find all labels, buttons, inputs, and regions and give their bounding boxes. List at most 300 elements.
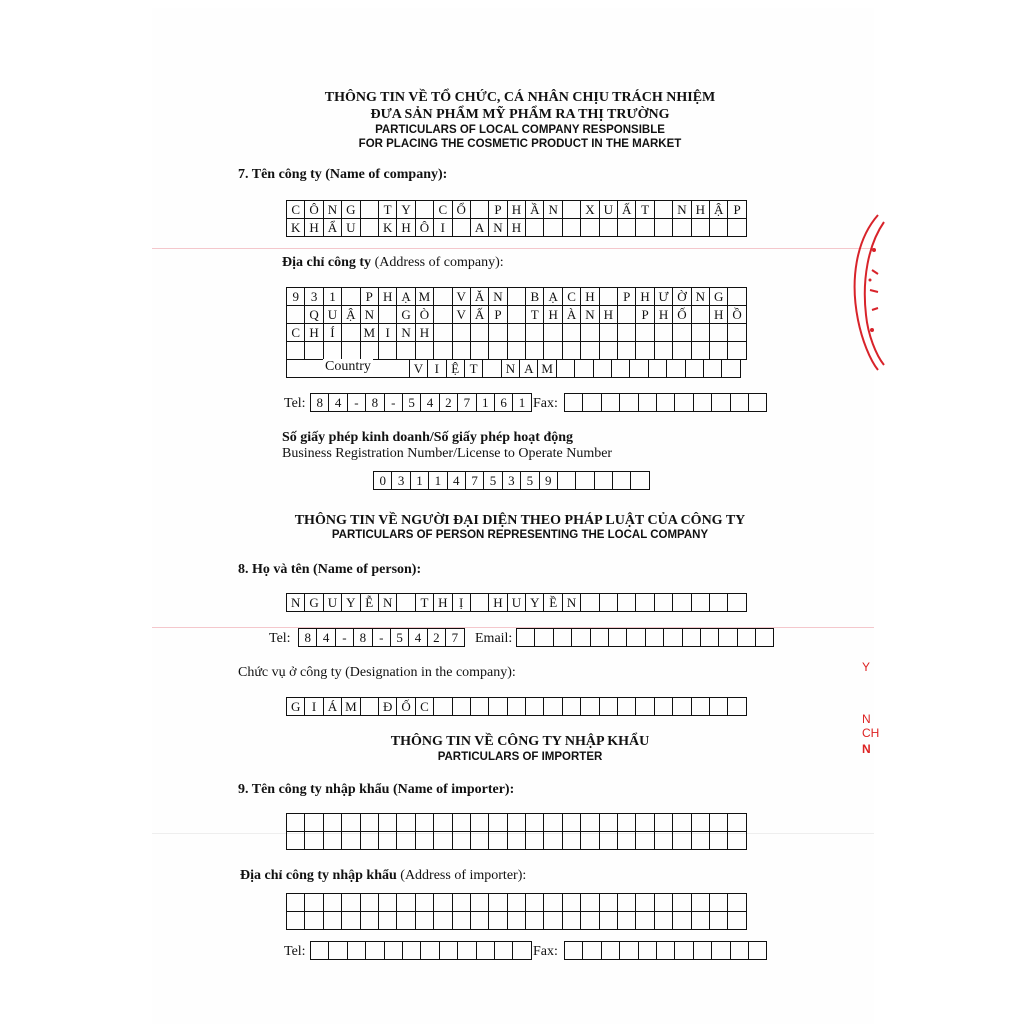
char-box[interactable]: K xyxy=(287,219,305,237)
char-box[interactable] xyxy=(655,832,673,850)
char-box[interactable] xyxy=(453,832,471,850)
char-box[interactable]: N xyxy=(379,594,397,612)
char-box[interactable]: T xyxy=(465,360,483,378)
char-box[interactable] xyxy=(508,894,526,912)
char-box[interactable] xyxy=(453,219,471,237)
char-box[interactable] xyxy=(600,832,618,850)
char-box[interactable] xyxy=(692,342,710,360)
char-box[interactable]: 8 xyxy=(299,629,317,647)
char-box[interactable]: 4 xyxy=(448,472,466,490)
char-box[interactable] xyxy=(361,219,379,237)
char-box[interactable]: Ậ xyxy=(710,201,728,219)
char-box[interactable] xyxy=(565,394,583,412)
char-box[interactable]: 1 xyxy=(477,394,495,412)
char-box[interactable] xyxy=(416,912,434,930)
char-box[interactable]: Ễ xyxy=(361,594,379,612)
char-box[interactable]: N xyxy=(673,201,691,219)
char-box[interactable] xyxy=(749,942,767,960)
char-box[interactable]: Á xyxy=(324,698,342,716)
char-box[interactable] xyxy=(636,594,654,612)
char-box[interactable] xyxy=(728,219,746,237)
char-box[interactable] xyxy=(311,942,329,960)
char-box[interactable]: - xyxy=(336,629,354,647)
char-box[interactable] xyxy=(731,394,749,412)
char-box[interactable] xyxy=(600,894,618,912)
char-box[interactable] xyxy=(495,942,513,960)
char-box[interactable] xyxy=(581,324,599,342)
char-box[interactable] xyxy=(477,942,495,960)
char-box[interactable]: M xyxy=(416,288,434,306)
char-box[interactable]: H xyxy=(581,288,599,306)
char-box[interactable] xyxy=(489,832,507,850)
char-box[interactable] xyxy=(513,942,531,960)
char-box[interactable] xyxy=(673,219,691,237)
char-box[interactable] xyxy=(655,201,673,219)
person-tel-field[interactable] xyxy=(298,628,465,647)
char-box[interactable] xyxy=(675,942,693,960)
char-box[interactable]: V xyxy=(410,360,428,378)
char-box[interactable]: U xyxy=(342,219,360,237)
char-box[interactable]: H xyxy=(305,324,323,342)
char-box[interactable] xyxy=(712,942,730,960)
char-box[interactable] xyxy=(581,832,599,850)
char-box[interactable]: Ạ xyxy=(397,288,415,306)
char-box[interactable]: Ị xyxy=(453,594,471,612)
char-box[interactable] xyxy=(618,814,636,832)
char-box[interactable] xyxy=(655,594,673,612)
char-box[interactable] xyxy=(453,894,471,912)
char-box[interactable] xyxy=(710,894,728,912)
char-box[interactable] xyxy=(526,342,544,360)
char-box[interactable]: 3 xyxy=(392,472,410,490)
char-box[interactable]: Ẩ xyxy=(324,219,342,237)
char-box[interactable] xyxy=(728,912,746,930)
char-box[interactable]: 9 xyxy=(287,288,305,306)
char-box[interactable]: P xyxy=(728,201,746,219)
char-box[interactable] xyxy=(563,324,581,342)
char-box[interactable] xyxy=(287,814,305,832)
char-box[interactable] xyxy=(489,814,507,832)
char-box[interactable] xyxy=(483,360,501,378)
person-email-field[interactable] xyxy=(516,628,774,647)
char-box[interactable] xyxy=(508,324,526,342)
char-box[interactable]: 3 xyxy=(305,288,323,306)
char-box[interactable] xyxy=(434,324,452,342)
char-box[interactable] xyxy=(471,342,489,360)
char-box[interactable] xyxy=(704,360,722,378)
char-box[interactable]: G xyxy=(342,201,360,219)
char-box[interactable] xyxy=(636,832,654,850)
char-box[interactable] xyxy=(453,814,471,832)
char-box[interactable] xyxy=(471,894,489,912)
char-box[interactable] xyxy=(557,360,575,378)
char-box[interactable]: Ư xyxy=(655,288,673,306)
char-box[interactable]: Ạ xyxy=(544,288,562,306)
char-box[interactable] xyxy=(618,306,636,324)
char-box[interactable] xyxy=(600,219,618,237)
char-box[interactable]: N xyxy=(563,594,581,612)
char-box[interactable] xyxy=(544,324,562,342)
char-box[interactable]: P xyxy=(636,306,654,324)
char-box[interactable]: P xyxy=(361,288,379,306)
char-box[interactable] xyxy=(639,942,657,960)
char-box[interactable]: 1 xyxy=(411,472,429,490)
char-box[interactable] xyxy=(655,894,673,912)
char-box[interactable] xyxy=(683,629,701,647)
char-box[interactable]: H xyxy=(655,306,673,324)
char-box[interactable] xyxy=(526,894,544,912)
char-box[interactable] xyxy=(489,894,507,912)
char-box[interactable]: - xyxy=(348,394,366,412)
char-box[interactable] xyxy=(324,342,342,360)
char-box[interactable] xyxy=(618,594,636,612)
char-box[interactable]: Ô xyxy=(416,219,434,237)
char-box[interactable]: N xyxy=(544,201,562,219)
char-box[interactable] xyxy=(361,201,379,219)
char-box[interactable]: U xyxy=(324,594,342,612)
char-box[interactable] xyxy=(655,698,673,716)
char-box[interactable] xyxy=(453,324,471,342)
char-box[interactable] xyxy=(673,594,691,612)
char-box[interactable]: N xyxy=(581,306,599,324)
char-box[interactable]: Ổ xyxy=(453,201,471,219)
char-box[interactable] xyxy=(710,814,728,832)
char-box[interactable] xyxy=(361,894,379,912)
char-box[interactable] xyxy=(342,894,360,912)
char-box[interactable]: H xyxy=(636,288,654,306)
char-box[interactable] xyxy=(710,832,728,850)
char-box[interactable]: H xyxy=(544,306,562,324)
char-box[interactable] xyxy=(305,912,323,930)
char-box[interactable]: I xyxy=(379,324,397,342)
char-box[interactable]: U xyxy=(600,201,618,219)
char-box[interactable]: Y xyxy=(526,594,544,612)
char-box[interactable] xyxy=(728,814,746,832)
char-box[interactable] xyxy=(324,832,342,850)
char-box[interactable]: 5 xyxy=(403,394,421,412)
char-box[interactable] xyxy=(572,629,590,647)
char-box[interactable] xyxy=(694,394,712,412)
char-box[interactable] xyxy=(563,342,581,360)
char-box[interactable] xyxy=(453,698,471,716)
char-box[interactable] xyxy=(434,698,452,716)
char-box[interactable] xyxy=(471,324,489,342)
char-box[interactable] xyxy=(612,360,630,378)
char-box[interactable]: M xyxy=(538,360,556,378)
char-box[interactable]: H xyxy=(434,594,452,612)
char-box[interactable] xyxy=(471,698,489,716)
char-box[interactable]: C xyxy=(287,324,305,342)
char-box[interactable]: H xyxy=(508,219,526,237)
company-name-grid[interactable] xyxy=(286,200,747,237)
char-box[interactable] xyxy=(526,698,544,716)
char-box[interactable] xyxy=(731,942,749,960)
char-box[interactable] xyxy=(329,942,347,960)
char-box[interactable]: C xyxy=(563,288,581,306)
char-box[interactable] xyxy=(618,219,636,237)
char-box[interactable] xyxy=(508,306,526,324)
char-box[interactable]: G xyxy=(305,594,323,612)
char-box[interactable] xyxy=(675,394,693,412)
char-box[interactable] xyxy=(563,814,581,832)
char-box[interactable]: 5 xyxy=(521,472,539,490)
char-box[interactable]: H xyxy=(397,219,415,237)
char-box[interactable] xyxy=(719,629,737,647)
char-box[interactable] xyxy=(526,219,544,237)
char-box[interactable]: 0 xyxy=(374,472,392,490)
char-box[interactable] xyxy=(710,219,728,237)
char-box[interactable] xyxy=(471,201,489,219)
char-box[interactable]: Ờ xyxy=(673,288,691,306)
char-box[interactable]: Ấ xyxy=(618,201,636,219)
char-box[interactable] xyxy=(581,912,599,930)
char-box[interactable] xyxy=(639,394,657,412)
char-box[interactable] xyxy=(287,832,305,850)
char-box[interactable]: M xyxy=(342,698,360,716)
char-box[interactable] xyxy=(526,814,544,832)
char-box[interactable]: 7 xyxy=(446,629,464,647)
char-box[interactable] xyxy=(636,324,654,342)
char-box[interactable]: Ầ xyxy=(526,201,544,219)
char-box[interactable] xyxy=(544,814,562,832)
char-box[interactable]: Ệ xyxy=(447,360,465,378)
char-box[interactable] xyxy=(374,360,391,378)
char-box[interactable]: Đ xyxy=(379,698,397,716)
char-box[interactable]: T xyxy=(636,201,654,219)
char-box[interactable] xyxy=(287,360,304,378)
char-box[interactable]: N xyxy=(692,288,710,306)
char-box[interactable] xyxy=(600,288,618,306)
char-box[interactable]: G xyxy=(287,698,305,716)
char-box[interactable] xyxy=(471,832,489,850)
char-box[interactable]: 4 xyxy=(421,394,439,412)
importer-address-grid[interactable] xyxy=(286,893,747,930)
char-box[interactable] xyxy=(361,698,379,716)
char-box[interactable] xyxy=(544,894,562,912)
char-box[interactable] xyxy=(602,942,620,960)
char-box[interactable] xyxy=(421,942,439,960)
char-box[interactable]: Ă xyxy=(471,288,489,306)
char-box[interactable]: H xyxy=(489,594,507,612)
char-box[interactable] xyxy=(692,698,710,716)
char-box[interactable] xyxy=(416,814,434,832)
char-box[interactable] xyxy=(508,288,526,306)
char-box[interactable] xyxy=(756,629,774,647)
char-box[interactable] xyxy=(305,894,323,912)
char-box[interactable]: 4 xyxy=(317,629,335,647)
char-box[interactable]: C xyxy=(434,201,452,219)
char-box[interactable]: Ề xyxy=(544,594,562,612)
char-box[interactable] xyxy=(595,472,613,490)
char-box[interactable] xyxy=(453,912,471,930)
char-box[interactable] xyxy=(694,942,712,960)
char-box[interactable] xyxy=(581,894,599,912)
char-box[interactable] xyxy=(600,814,618,832)
importer-fax-field[interactable] xyxy=(564,941,767,960)
char-box[interactable]: H xyxy=(692,201,710,219)
char-box[interactable]: - xyxy=(373,629,391,647)
char-box[interactable] xyxy=(526,832,544,850)
char-box[interactable]: Ố xyxy=(673,306,691,324)
char-box[interactable]: C xyxy=(287,201,305,219)
char-box[interactable]: K xyxy=(379,219,397,237)
char-box[interactable] xyxy=(403,942,421,960)
char-box[interactable] xyxy=(458,942,476,960)
char-box[interactable]: 5 xyxy=(484,472,502,490)
char-box[interactable] xyxy=(416,342,434,360)
char-box[interactable] xyxy=(710,324,728,342)
char-box[interactable] xyxy=(673,324,691,342)
char-box[interactable]: T xyxy=(526,306,544,324)
char-box[interactable] xyxy=(749,394,767,412)
char-box[interactable] xyxy=(397,832,415,850)
char-box[interactable]: N xyxy=(287,594,305,612)
char-box[interactable] xyxy=(655,342,673,360)
char-box[interactable] xyxy=(673,894,691,912)
char-box[interactable] xyxy=(544,219,562,237)
char-box[interactable] xyxy=(738,629,756,647)
char-box[interactable] xyxy=(565,942,583,960)
char-box[interactable] xyxy=(361,342,379,360)
char-box[interactable] xyxy=(544,342,562,360)
char-box[interactable] xyxy=(728,288,746,306)
char-box[interactable] xyxy=(581,342,599,360)
designation-grid[interactable] xyxy=(286,697,747,716)
char-box[interactable]: T xyxy=(416,594,434,612)
char-box[interactable] xyxy=(692,832,710,850)
char-box[interactable]: 8 xyxy=(366,394,384,412)
char-box[interactable] xyxy=(324,894,342,912)
char-box[interactable]: Ô xyxy=(305,201,323,219)
char-box[interactable] xyxy=(304,360,321,378)
char-box[interactable] xyxy=(627,629,645,647)
char-box[interactable] xyxy=(366,942,384,960)
char-box[interactable] xyxy=(600,324,618,342)
char-box[interactable] xyxy=(673,912,691,930)
char-box[interactable]: À xyxy=(563,306,581,324)
char-box[interactable] xyxy=(544,832,562,850)
char-box[interactable] xyxy=(489,324,507,342)
char-box[interactable] xyxy=(348,942,366,960)
char-box[interactable] xyxy=(692,814,710,832)
char-box[interactable] xyxy=(453,342,471,360)
char-box[interactable] xyxy=(305,814,323,832)
char-box[interactable]: N xyxy=(489,219,507,237)
char-box[interactable]: H xyxy=(508,201,526,219)
char-box[interactable] xyxy=(728,342,746,360)
char-box[interactable] xyxy=(710,594,728,612)
char-box[interactable]: 1 xyxy=(513,394,531,412)
char-box[interactable] xyxy=(576,472,594,490)
char-box[interactable] xyxy=(692,894,710,912)
char-box[interactable] xyxy=(489,912,507,930)
char-box[interactable] xyxy=(673,698,691,716)
char-box[interactable] xyxy=(620,942,638,960)
char-box[interactable]: G xyxy=(397,306,415,324)
char-box[interactable] xyxy=(287,912,305,930)
char-box[interactable]: Í xyxy=(324,324,342,342)
char-box[interactable] xyxy=(342,342,360,360)
char-box[interactable] xyxy=(655,324,673,342)
char-box[interactable] xyxy=(618,342,636,360)
char-box[interactable]: A xyxy=(471,219,489,237)
char-box[interactable] xyxy=(342,288,360,306)
char-box[interactable] xyxy=(692,219,710,237)
char-box[interactable] xyxy=(563,219,581,237)
char-box[interactable] xyxy=(324,814,342,832)
char-box[interactable] xyxy=(710,342,728,360)
char-box[interactable]: Ồ xyxy=(728,306,746,324)
char-box[interactable] xyxy=(434,912,452,930)
char-box[interactable] xyxy=(602,394,620,412)
char-box[interactable]: 8 xyxy=(311,394,329,412)
importer-name-grid[interactable] xyxy=(286,813,747,850)
char-box[interactable]: 5 xyxy=(391,629,409,647)
char-box[interactable] xyxy=(636,912,654,930)
char-box[interactable] xyxy=(361,814,379,832)
char-box[interactable]: A xyxy=(520,360,538,378)
char-box[interactable]: H xyxy=(379,288,397,306)
char-box[interactable] xyxy=(379,912,397,930)
char-box[interactable] xyxy=(558,472,576,490)
char-box[interactable] xyxy=(361,912,379,930)
char-box[interactable] xyxy=(728,832,746,850)
char-box[interactable]: N xyxy=(502,360,520,378)
char-box[interactable]: 4 xyxy=(329,394,347,412)
char-box[interactable] xyxy=(581,594,599,612)
char-box[interactable]: 3 xyxy=(503,472,521,490)
char-box[interactable]: H xyxy=(600,306,618,324)
char-box[interactable] xyxy=(471,814,489,832)
char-box[interactable] xyxy=(508,342,526,360)
char-box[interactable]: 6 xyxy=(495,394,513,412)
char-box[interactable]: G xyxy=(710,288,728,306)
char-box[interactable] xyxy=(416,894,434,912)
char-box[interactable] xyxy=(526,324,544,342)
char-box[interactable] xyxy=(508,698,526,716)
char-box[interactable]: 1 xyxy=(429,472,447,490)
char-box[interactable] xyxy=(692,306,710,324)
char-box[interactable] xyxy=(471,594,489,612)
char-box[interactable]: 2 xyxy=(428,629,446,647)
char-box[interactable] xyxy=(636,219,654,237)
char-box[interactable]: U xyxy=(508,594,526,612)
char-box[interactable] xyxy=(600,594,618,612)
char-box[interactable] xyxy=(434,288,452,306)
char-box[interactable] xyxy=(489,698,507,716)
char-box[interactable] xyxy=(391,360,409,378)
char-box[interactable] xyxy=(379,306,397,324)
char-box[interactable]: N xyxy=(397,324,415,342)
char-box[interactable] xyxy=(618,912,636,930)
char-box[interactable] xyxy=(508,832,526,850)
char-box[interactable] xyxy=(379,832,397,850)
char-box[interactable] xyxy=(728,324,746,342)
char-box[interactable]: 7 xyxy=(458,394,476,412)
char-box[interactable]: N xyxy=(361,306,379,324)
char-box[interactable] xyxy=(673,342,691,360)
char-box[interactable]: - xyxy=(385,394,403,412)
char-box[interactable]: B xyxy=(526,288,544,306)
company-tel-field[interactable] xyxy=(310,393,532,412)
char-box[interactable]: 7 xyxy=(466,472,484,490)
char-box[interactable] xyxy=(361,832,379,850)
char-box[interactable]: U xyxy=(324,306,342,324)
char-box[interactable] xyxy=(581,698,599,716)
char-box[interactable] xyxy=(620,394,638,412)
char-box[interactable] xyxy=(397,814,415,832)
char-box[interactable] xyxy=(710,912,728,930)
